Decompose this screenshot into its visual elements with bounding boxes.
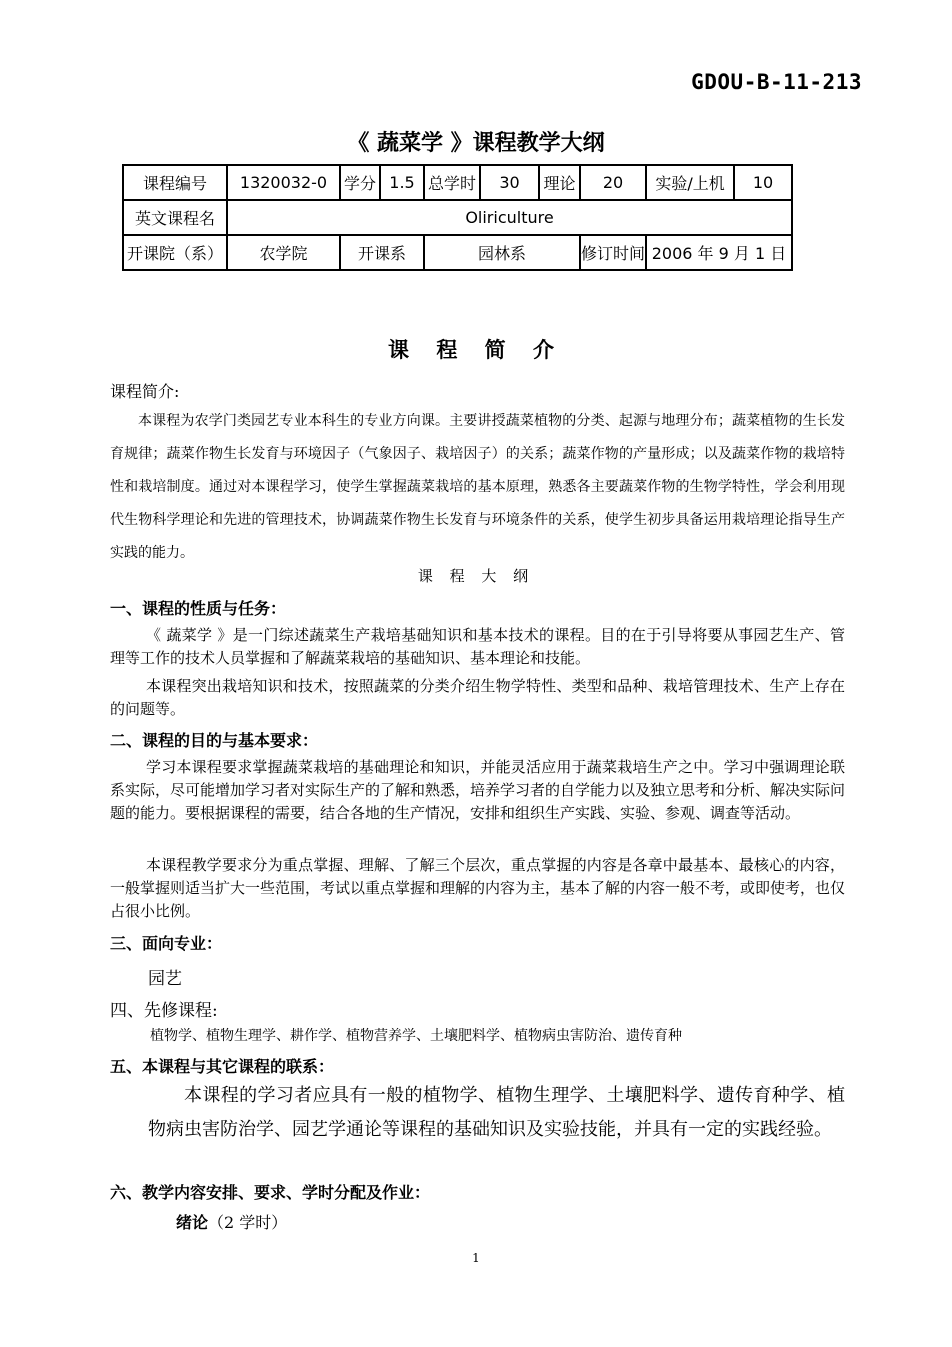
section-6-heading: 六、教学内容安排、要求、学时分配及作业：: [110, 1183, 431, 1202]
subsection-hours: （2 学时）: [208, 1213, 288, 1232]
intro-paragraph: 本课程为农学门类园艺专业本科生的专业方向课。主要讲授蔬菜植物的分类、起源与地理分布；蔬菜植物的生长发育规律；蔬菜作物生长发育与环境因子（气象因子、栽培因子）的关系；蔬菜作物的产量形成；以及蔬菜作物的栽培特性和栽培制度。通过对本课程学习，使学生掌握蔬菜栽培的基本原理，熟悉各主要蔬菜作物的生物学特性，学会利用现代生物科学理论和先进的管理技术，协调蔬菜作物生长发育与环境条件的关系，使学生初步具备运用栽培理论指导生产实践的能力。: [110, 413, 845, 561]
theory-label: 理论: [539, 165, 580, 200]
section-2-paragraph-2: 本课程教学要求分为重点掌握、理解、了解三个层次，重点掌握的内容是各章中最基本、最核心的内容，一般掌握则适当扩大一些范围，考试以重点掌握和理解的内容为主，基本了解的内容一般不考，或即使考，也仅占很小比例。: [110, 856, 846, 920]
section-3-heading: 三、面向专业：: [110, 934, 223, 953]
credits-label: 学分: [340, 165, 380, 200]
course-info-table: [122, 164, 793, 271]
department-label: 开课系: [340, 235, 424, 270]
theory-hours-value: 20: [580, 165, 646, 200]
course-code-value: 1320032-0: [227, 165, 340, 200]
table-row: [123, 165, 792, 200]
revision-label: 修订时间: [580, 235, 646, 270]
section-5-paragraph: 本课程的学习者应具有一般的植物学、植物生理学、土壤肥料学、遗传育种学、植物病虫害防治学、园艺学通论等课程的基础知识及实验技能，并具有一定的实践经验。: [148, 1085, 845, 1140]
credits-value: 1.5: [380, 165, 424, 200]
subsection-intro: [176, 1210, 287, 1233]
section-4-heading: 四、先修课程:: [110, 1001, 218, 1021]
section-4-text: 植物学、植物生理学、耕作学、植物营养学、土壤肥料学、植物病虫害防治、遗传育种: [150, 1028, 682, 1044]
section-1-paragraph-1: 《 蔬菜学 》是一门综述蔬菜生产栽培基础知识和基本技术的课程。目的在于引导将要从事园艺生产、管理等工作的技术人员掌握和了解蔬菜栽培的基础知识、基本理论和技能。: [110, 626, 845, 667]
section-5-heading: 五、本课程与其它课程的联系：: [110, 1057, 335, 1076]
college-value: 农学院: [227, 235, 340, 270]
section-1-heading: 一、课程的性质与任务：: [110, 599, 287, 618]
outline-label: 课 程 大 纲: [417, 567, 535, 585]
intro-label: 课程简介:: [110, 382, 180, 401]
lab-hours-value: 10: [734, 165, 792, 200]
table-row: [123, 200, 792, 235]
section-3-text: 园艺: [148, 969, 182, 989]
revision-date-value: 2006 年 9 月 1 日: [646, 235, 792, 270]
section-2-heading: 二、课程的目的与基本要求：: [110, 731, 319, 750]
document-title: 《 蔬菜学 》课程教学大纲: [347, 131, 605, 156]
total-hours-label: 总学时: [424, 165, 480, 200]
section-heading: 课 程 简 介: [388, 338, 564, 362]
english-name-label: 英文课程名: [123, 200, 227, 235]
english-name-value: Oliriculture: [227, 200, 792, 235]
total-hours-value: 30: [480, 165, 539, 200]
document-code: GDOU-B-11-213: [691, 70, 862, 94]
department-value: 园林系: [424, 235, 580, 270]
college-label: 开课院（系）: [123, 235, 227, 270]
section-1-paragraph-2: 本课程突出栽培知识和技术，按照蔬菜的分类介绍生物学特性、类型和品种、栽培管理技术、生产上存在的问题等。: [110, 677, 845, 718]
lab-label: 实验/上机: [646, 165, 734, 200]
table-row: [123, 235, 792, 270]
page-number: 1: [472, 1251, 480, 1265]
subsection-title: 绪论: [176, 1213, 209, 1232]
course-code-label: 课程编号: [123, 165, 227, 200]
section-2-paragraph-1: 学习本课程要求掌握蔬菜栽培的基础理论和知识，并能灵活应用于蔬菜栽培生产之中。学习中强调理论联系实际，尽可能增加学习者对实际生产的了解和熟悉，培养学习者的自学能力以及独立思考和分析、解决实际问题的能力。要根据课程的需要，结合各地的生产情况，安排和组织生产实践、实验、参观、调查等活动。: [110, 758, 846, 822]
